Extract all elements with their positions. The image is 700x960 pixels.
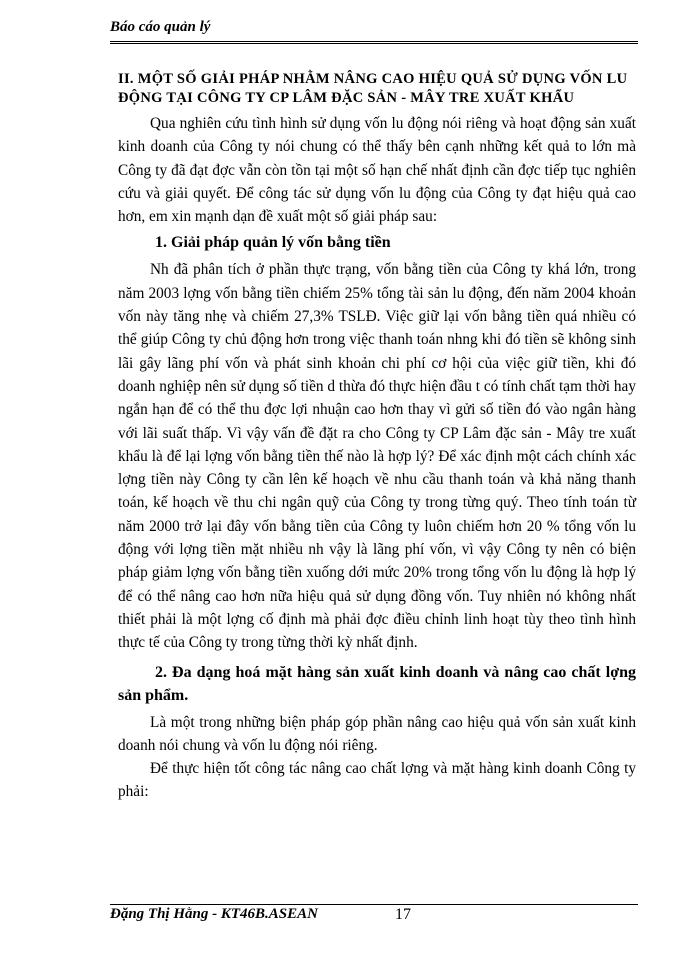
page-number: 17 <box>395 906 411 923</box>
solution-2-heading-text: 2. Đa dạng hoá mặt hàng sản xuất kinh doanh và nâng cao chất lợng sản phẩm. <box>118 663 636 704</box>
page-header-title: Báo cáo quản lý <box>110 19 211 35</box>
solution-2-paragraph-2: Để thực hiện tốt công tác nâng cao chất lợng và mặt hàng kinh doanh Công ty phải: <box>118 760 636 801</box>
intro-paragraph: Qua nghiên cứu tình hình sử dụng vốn lu động nói riêng và hoạt động sản xuất kinh doanh của Công ty nói chung có thể thấy bên cạnh những kết quả to lớn mà Công ty đã đạt đợc vẫn còn tồn tại một số hạn chế nhất định cần đợc tiếp tục nghiên cứu và giải quyết. Để công tác sử dụng vốn lu động của Công ty đạt hiệu quả cao hơn, em xin mạnh dạn đề xuất một số giải pháp sau: <box>118 115 636 226</box>
solution-1-heading: 1. Giải pháp quản lý vốn bằng tiền <box>155 234 391 252</box>
solution-2-paragraph-1: Là một trong những biện pháp góp phần nâng cao hiệu quả vốn sản xuất kinh doanh nói chung và vốn lu động nói riêng. <box>118 713 636 754</box>
document-body <box>118 70 636 804</box>
solution-1-paragraph: Nh đã phân tích ở phần thực trạng, vốn bằng tiền của Công ty khá lớn, trong năm 2003 lợng vốn bằng tiền chiếm 25% tổng tài sản lu động, đến năm 2004 khoản vốn này tăng nhẹ và chiếm 27,3% TSLĐ. Việc giữ lại vốn bằng tiền quá nhiều có thể giúp Công ty chủ động hơn trong việc thanh toán nhng khi đó tiền sẽ không sinh lãi gây lãng phí vốn và phát sinh khoản chi phí cơ hội của việc giữ tiền, khi đó doanh nghiệp nên sử dụng số tiền d thừa đó thực hiện đầu t có tính chất tạm thời hay ngắn hạn để có thể thu đợc lợi nhuận cao hơn thay vì gửi số tiền đó vào ngân hàng với lãi suất thấp. Vì vậy vấn đề đặt ra cho Công ty CP Lâm đặc sản - Mây tre xuất khẩu là để lại lợng vốn bằng tiền thế nào là hợp lý? Để xác định một cách chính xác lợng tiền này Công ty cần lên kế hoạch về nhu cầu thanh toán và khả năng thanh toán, kế hoạch về thu chi ngân quỹ của Công ty trong từng quý. Theo tính toán từ năm 2000 trở lại đây vốn bằng tiền của Công ty luôn chiếm hơn 20 % tổng vốn lu động với lợng tiền mặt nhiều nh vậy là lãng phí vốn, vì vậy Công ty nên có biện pháp giảm lợng vốn bằng tiền xuống dới mức 20% trong tổng vốn lu động là hợp lý để có thể nâng cao hơn nữa hiệu quả sử dụng đồng vốn. Tuy nhiên nó không nhất thiết phải là một lợng cố định mà phải đợc điều chỉnh linh hoạt tùy theo tình hình thực tế của Công ty trong từng thời kỳ nhất định. <box>118 261 636 652</box>
section-title: II. MỘT SỐ GIẢI PHÁP NHẰM NÂNG CAO HIỆU QUẢ SỬ DỤNG VỐN LU ĐỘNG TẠI CÔNG TY CP LÂM ĐẶC SẢN - MÂY TRE XUẤT KHẨU <box>118 71 628 106</box>
solution-2-heading <box>118 661 636 707</box>
footer-author: Đặng Thị Hằng - KT46B.ASEAN <box>110 906 318 922</box>
footer-divider <box>110 904 638 905</box>
header-divider <box>110 41 638 44</box>
